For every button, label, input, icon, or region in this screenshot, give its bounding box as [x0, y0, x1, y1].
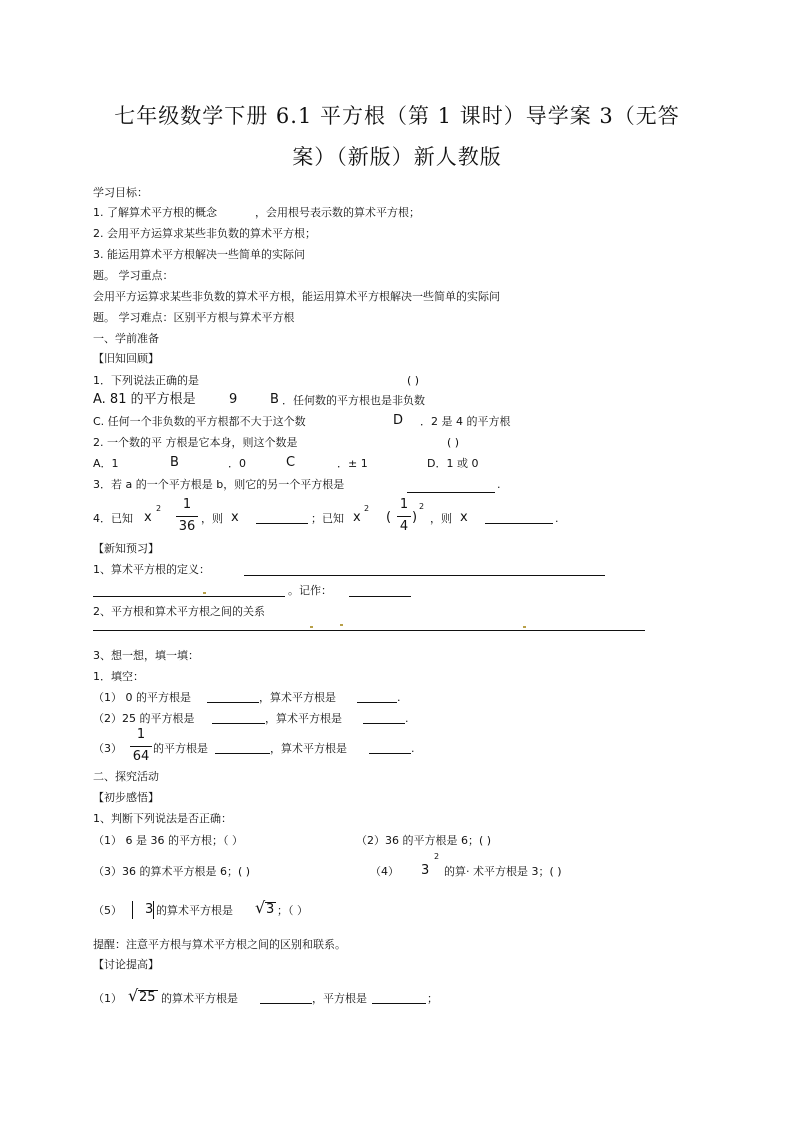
discussion-1-end: ；: [427, 992, 438, 1005]
goal-3: 3. 能运用算术平方根解决一些简单的实际问: [93, 248, 305, 261]
judge-4-exponent: 2: [434, 852, 440, 861]
q4-right-paren: ): [412, 510, 418, 525]
fill-3-end: .: [411, 742, 415, 755]
fill-1-blank-b[interactable]: [357, 702, 397, 703]
judge-5-text: 的算术平方根是: [156, 904, 233, 917]
stray-mark: [340, 624, 343, 626]
stray-mark: [203, 592, 206, 594]
notation-label: 。记作：: [288, 584, 332, 597]
q3-answer-blank[interactable]: [407, 492, 495, 493]
question-4-label: 4．已知: [93, 512, 133, 525]
fill-2-blank-a[interactable]: [212, 723, 265, 724]
q4-x4: x: [460, 510, 468, 525]
goal-1-rest: ，会用根号表示数的算术平方根；: [255, 206, 420, 219]
judge-heading: 1、判断下列说法是否正确：: [93, 812, 232, 825]
abs-bar-right: [153, 901, 154, 919]
stray-mark: [523, 626, 526, 628]
judge-4-label: （4）: [370, 865, 399, 878]
discussion-1-text: 的算术平方根是: [161, 992, 238, 1005]
q4-exp3: 2: [419, 502, 425, 511]
fill-3-blank-b[interactable]: [369, 753, 411, 754]
fill-2-end: .: [405, 712, 409, 725]
discussion-1-blank-b[interactable]: [372, 1003, 426, 1004]
judge-2: （2）36 的平方根是 6；( ): [356, 834, 492, 847]
section-2-heading: 二、探究活动: [93, 770, 159, 783]
q1-option-d: ．2 是 4 的平方根: [420, 415, 511, 428]
question-2-answer-paren: ( ): [447, 436, 460, 449]
sqrt-icon: √: [255, 898, 266, 917]
q4-x1: x: [144, 510, 152, 525]
fill-3-text: 的平方根是: [153, 742, 208, 755]
q4-answer-blank-1[interactable]: [256, 523, 308, 524]
reminder: 提醒：注意平方根与算术平方根之间的区别和联系。: [93, 938, 346, 951]
q4-separator: ；已知: [311, 512, 344, 525]
discussion-heading: 【讨论提高】: [93, 958, 159, 971]
goals-heading: 学习目标：: [93, 186, 148, 199]
q4-exp2: 2: [364, 504, 370, 513]
q4-frac1-denominator: 36: [178, 519, 196, 534]
fill-1: （1） 0 的平方根是: [93, 691, 191, 704]
fill-3: （3）: [93, 742, 122, 755]
preview-heading: 【新知预习】: [93, 542, 159, 555]
review-heading: 【旧知回顾】: [93, 352, 159, 365]
fill-heading: 1．填空：: [93, 670, 144, 683]
fill-3-blank-a[interactable]: [215, 753, 270, 754]
q2-option-c: ．± 1: [337, 457, 368, 470]
q4-frac1-numerator: 1: [182, 497, 192, 512]
key-point-cont: 题。 学习难点：区别平方根与算术平方根: [93, 311, 295, 324]
discussion-1-blank-a[interactable]: [260, 1003, 312, 1004]
q4-end: .: [555, 512, 559, 525]
preview-item-1: 1、算术平方根的定义：: [93, 563, 210, 576]
q2-option-a: A．1: [93, 457, 119, 470]
q4-frac2-numerator: 1: [399, 497, 409, 512]
goal-1: 1. 了解算术平方根的概念: [93, 206, 217, 219]
q4-answer-blank-2[interactable]: [485, 523, 553, 524]
fill-2-blank-b[interactable]: [363, 723, 405, 724]
definition-blank-line-2[interactable]: [93, 596, 285, 597]
fill-2-mid: ，算术平方根是: [265, 712, 342, 725]
q1-option-a-value: 9: [229, 392, 238, 407]
question-3: 3．若 a 的一个平方根是 b，则它的另一个平方根是: [93, 478, 345, 491]
fill-2: （2）25 的平方根是: [93, 712, 195, 725]
page-title-line2: 案）（新版）新人教版: [292, 145, 502, 169]
q1-option-d-letter: D: [393, 413, 404, 428]
judge-5-value: 3: [145, 902, 154, 917]
fill-3-numerator: 1: [136, 727, 146, 742]
q3-end: .: [497, 478, 501, 491]
q4-left-paren: (: [386, 510, 392, 525]
q4-then-1: ，则: [201, 512, 223, 525]
discussion-1-label: （1）: [93, 992, 122, 1005]
question-1-answer-paren: ( ): [407, 374, 420, 387]
key-point: 会用平方运算求某些非负数的算术平方根，能运用算术平方根解决一些简单的实际问: [93, 290, 500, 303]
fill-3-bar: [130, 746, 152, 747]
goal-2: 2. 会用平方运算求某些非负数的算术平方根；: [93, 227, 316, 240]
q2-option-b-letter: B: [170, 455, 179, 470]
q4-frac1-bar: [176, 516, 198, 517]
discussion-1-mid: ，平方根是: [312, 992, 367, 1005]
q4-then-2: ，则: [430, 512, 452, 525]
judge-4-base: 3: [421, 863, 430, 878]
q1-option-b: ．任何数的平方根也是非负数: [282, 394, 425, 407]
q1-option-c: C. 任何一个非负数的平方根都不大于这个数: [93, 415, 306, 428]
stray-mark: [310, 626, 313, 628]
q2-option-c-letter: C: [286, 455, 296, 470]
q1-option-b-letter: B: [270, 392, 279, 407]
judge-5-label: （5）: [93, 904, 122, 917]
page-title-line1: 七年级数学下册 6.1 平方根（第 1 课时）导学案 3（无答: [114, 104, 680, 128]
q1-option-a: A. 81 的平方根是: [93, 392, 196, 407]
fill-1-mid: ，算术平方根是: [259, 691, 336, 704]
q2-option-d: D．1 或 0: [427, 457, 479, 470]
q4-x2: x: [231, 510, 239, 525]
initial-insight-heading: 【初步感悟】: [93, 791, 159, 804]
question-1: 1．下列说法正确的是: [93, 374, 199, 387]
fill-3-denominator: 64: [132, 749, 150, 764]
section-1-heading: 一、学前准备: [93, 332, 159, 345]
judge-1: （1） 6 是 36 的平方根；（ ）: [93, 834, 243, 847]
fill-3-mid: ，算术平方根是: [270, 742, 347, 755]
goal-3-cont: 题。 学习重点：: [93, 269, 174, 282]
preview-item-2: 2、平方根和算术平方根之间的关系: [93, 605, 265, 618]
definition-blank-line-1[interactable]: [244, 575, 605, 576]
q4-frac2-denominator: 4: [399, 519, 409, 534]
notation-blank[interactable]: [349, 596, 411, 597]
q2-option-b: ．0: [228, 457, 246, 470]
judge-5-radicand: 3: [266, 902, 275, 917]
fill-1-blank-a[interactable]: [207, 702, 259, 703]
abs-bar-left: [132, 901, 133, 919]
judge-4-text: 的算· 术平方根是 3；( ): [444, 865, 562, 878]
q4-x3: x: [353, 510, 361, 525]
preview-item-3: 3、想一想，填一填：: [93, 649, 199, 662]
question-2: 2. 一个数的平 方根是它本身，则这个数是: [93, 436, 298, 449]
relation-blank-line[interactable]: [93, 630, 645, 631]
judge-3: （3）36 的算术平方根是 6；( ): [93, 865, 251, 878]
fill-1-end: .: [397, 691, 401, 704]
q4-exp1: 2: [156, 504, 162, 513]
discussion-1-radicand: 25: [139, 990, 156, 1005]
q4-frac2-bar: [397, 516, 411, 517]
judge-5-paren: ；（ ）: [277, 904, 308, 917]
sqrt-icon: √: [128, 986, 139, 1005]
